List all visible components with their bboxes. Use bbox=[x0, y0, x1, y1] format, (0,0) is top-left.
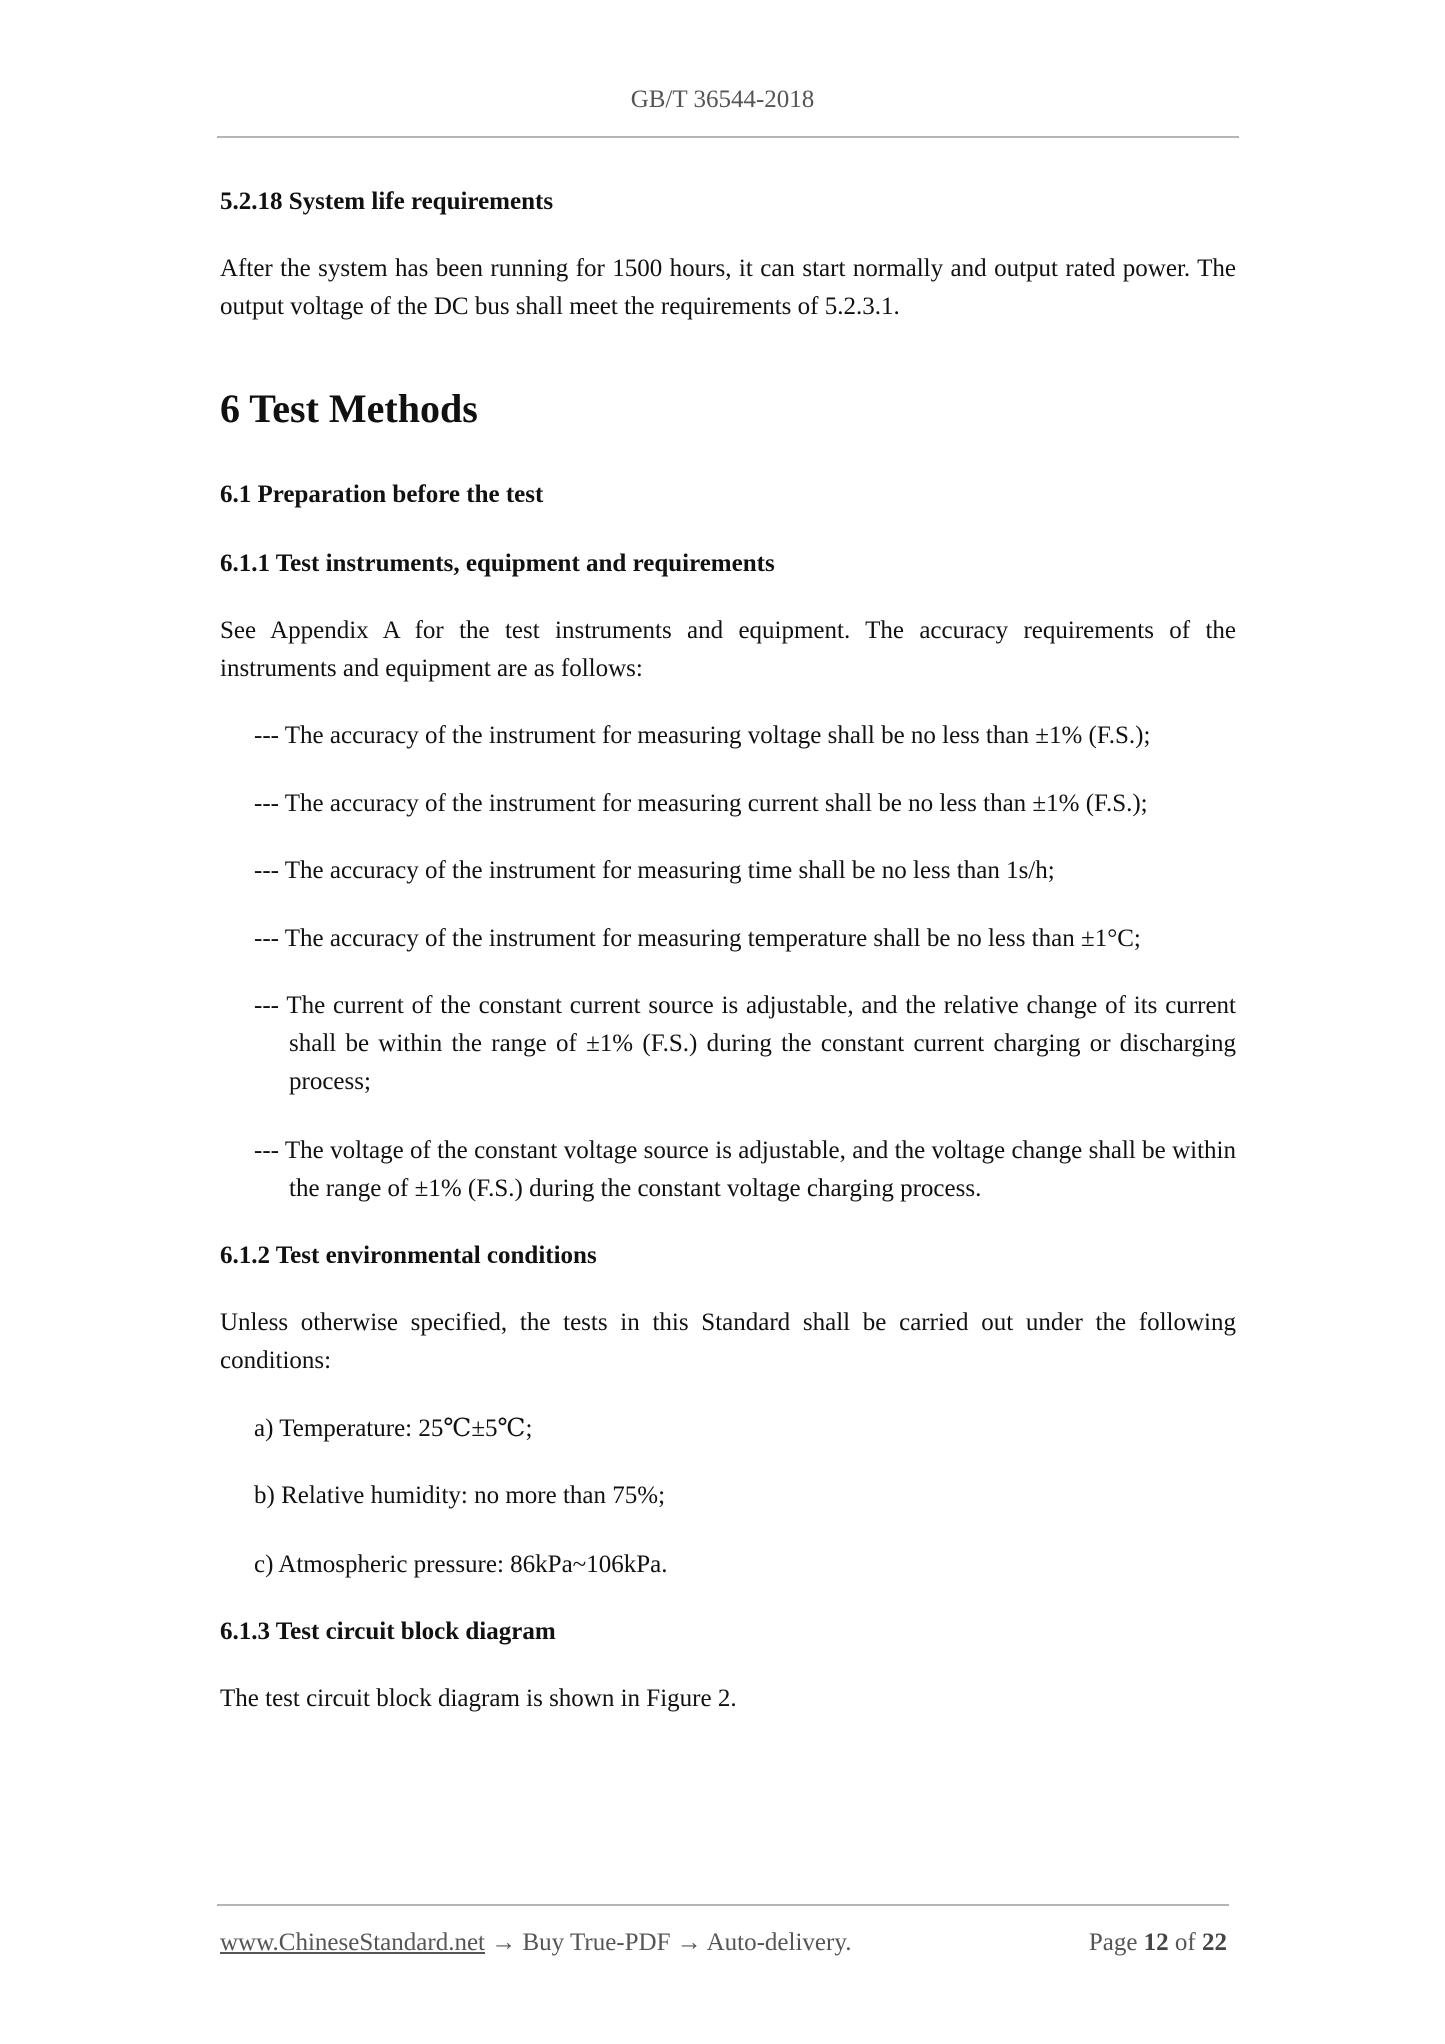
paragraph-6-1-2: Unless otherwise specified, the tests in this Standard shall be carried out under the following conditions: bbox=[220, 1309, 1236, 1374]
page-label: Page bbox=[1088, 1929, 1138, 1956]
paragraph-6-1-1: See Appendix A for the test instruments and equipment. The accuracy requirements of the instruments and equipment are as follows: bbox=[220, 617, 1236, 682]
list-item: --- The accuracy of the instrument for measuring time shall be no less than 1s/h; bbox=[254, 857, 1055, 884]
heading-6: 6 Test Methods bbox=[220, 386, 478, 431]
heading-6-1-1: 6.1.1 Test instruments, equipment and requirements bbox=[220, 550, 775, 577]
paragraph-5-2-18: After the system has been running for 1500 hours, it can start normally and output rated power. The output voltage of the DC bus shall meet the requirements of 5.2.3.1. bbox=[220, 255, 1236, 320]
list-item: --- The voltage of the constant voltage source is adjustable, and the voltage change shall be within the range of ±1% (F.S.) during the constant voltage charging process. bbox=[254, 1137, 1236, 1202]
list-item: --- The accuracy of the instrument for measuring current shall be no less than ±1% (F.S.); bbox=[254, 790, 1148, 817]
page-indicator bbox=[1089, 1924, 1227, 1962]
heading-6-1-2: 6.1.2 Test environmental conditions bbox=[220, 1242, 597, 1269]
page-total: 22 bbox=[1202, 1929, 1227, 1956]
list-item: --- The accuracy of the instrument for measuring voltage shall be no less than ±1% (F.S.); bbox=[254, 722, 1151, 749]
list-item: b) Relative humidity: no more than 75%; bbox=[254, 1482, 666, 1509]
footer-divider bbox=[217, 1904, 1229, 1906]
list-item: --- The accuracy of the instrument for measuring temperature shall be no less than ±1°C; bbox=[254, 925, 1141, 952]
heading-6-1: 6.1 Preparation before the test bbox=[220, 481, 544, 508]
footer-promo-text: → Buy True-PDF → Auto-delivery. bbox=[485, 1929, 852, 1956]
of-label: of bbox=[1174, 1929, 1196, 1956]
document-id-header: GB/T 36544-2018 bbox=[630, 86, 815, 113]
footer-promo bbox=[220, 1924, 851, 1962]
header-divider bbox=[217, 136, 1239, 138]
heading-6-1-3: 6.1.3 Test circuit block diagram bbox=[220, 1618, 556, 1645]
page-current: 12 bbox=[1143, 1929, 1169, 1956]
heading-5-2-18: 5.2.18 System life requirements bbox=[220, 188, 554, 215]
list-item: c) Atmospheric pressure: 86kPa~106kPa. bbox=[254, 1551, 668, 1578]
website-link[interactable]: www.ChineseStandard.net bbox=[220, 1929, 485, 1956]
list-item: a) Temperature: 25℃±5℃; bbox=[254, 1415, 533, 1442]
list-item: --- The current of the constant current source is adjustable, and the relative change of its current shall be within the range of ±1% (F.S.) during the constant current charging or discharging process; bbox=[254, 992, 1236, 1095]
paragraph-6-1-3: The test circuit block diagram is shown in Figure 2. bbox=[220, 1685, 737, 1712]
